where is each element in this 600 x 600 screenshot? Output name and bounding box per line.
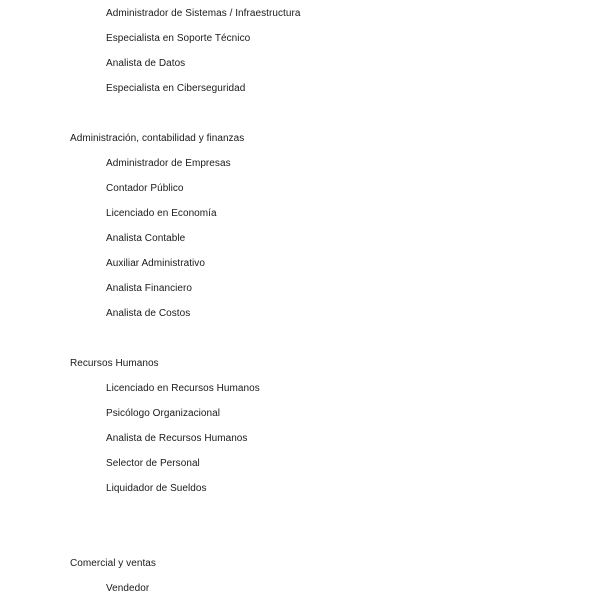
list-item: Analista Financiero <box>106 283 192 294</box>
list-item: Psicólogo Organizacional <box>106 408 221 419</box>
list-item: Analista de Recursos Humanos <box>106 433 248 444</box>
list-item: Licenciado en Economía <box>106 208 217 219</box>
list-item: Vendedor <box>106 583 150 594</box>
category-heading: Recursos Humanos <box>70 358 159 369</box>
category-heading: Administración, contabilidad y finanzas <box>70 133 245 144</box>
list-item: Analista Contable <box>106 233 186 244</box>
list-item: Liquidador de Sueldos <box>106 483 207 494</box>
list-item: Administrador de Sistemas / Infraestructura <box>106 8 301 19</box>
category-heading: Comercial y ventas <box>70 558 156 569</box>
list-item: Analista de Costos <box>106 308 191 319</box>
list-item: Licenciado en Recursos Humanos <box>106 383 260 394</box>
list-item: Analista de Datos <box>106 58 186 69</box>
list-item: Selector de Personal <box>106 458 200 469</box>
list-item: Auxiliar Administrativo <box>106 258 205 269</box>
list-item: Especialista en Soporte Técnico <box>106 33 251 44</box>
list-item: Especialista en Ciberseguridad <box>106 83 246 94</box>
list-item: Contador Público <box>106 183 184 194</box>
list-item: Administrador de Empresas <box>106 158 231 169</box>
